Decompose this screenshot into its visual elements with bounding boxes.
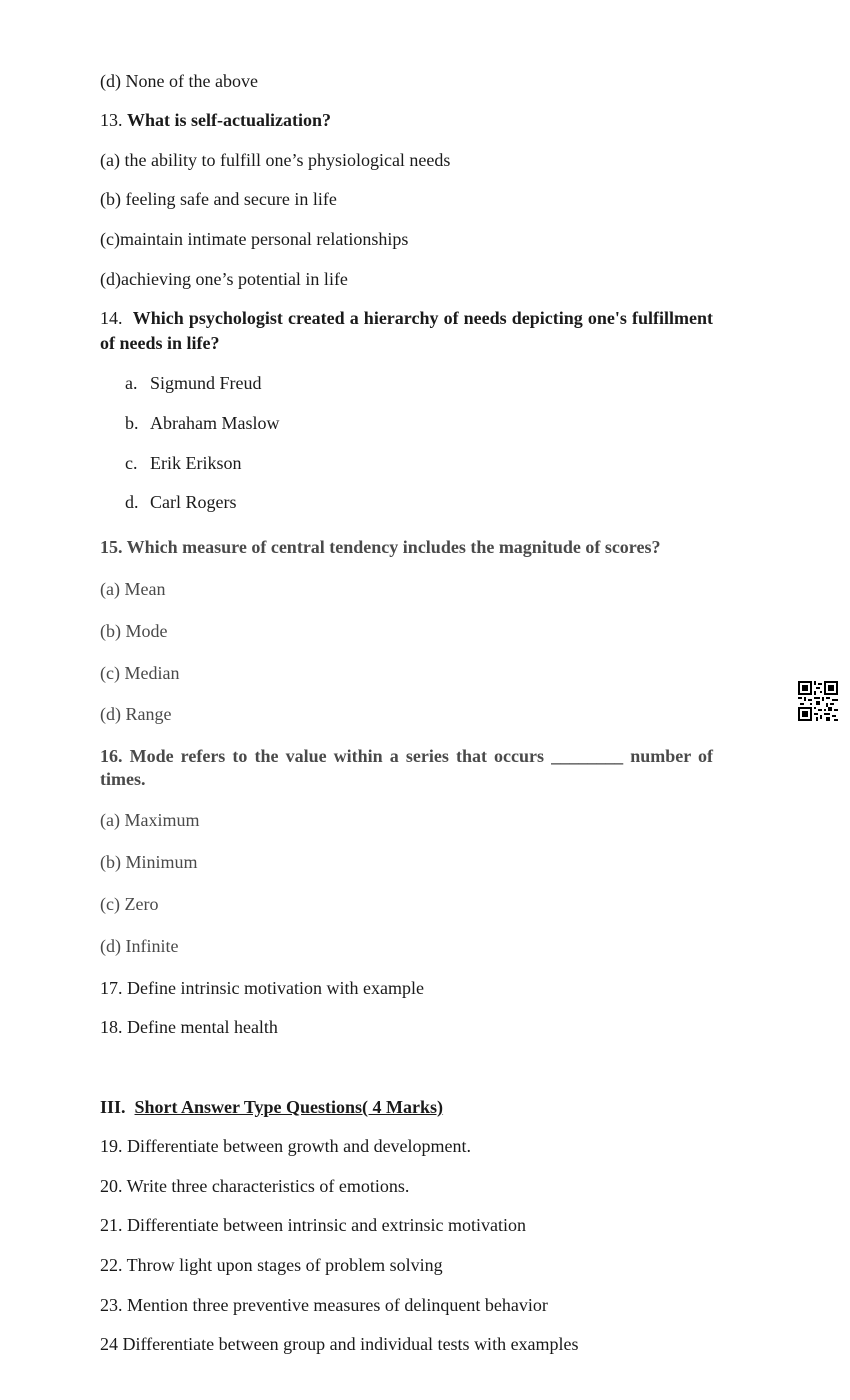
q14-option-b-text: Abraham Maslow	[150, 413, 280, 433]
q24-question: 24 Differentiate between group and individual tests with examples	[100, 1334, 579, 1354]
q16-question: 16. Mode refers to the value within a series that occurs ________ number of times.	[100, 746, 713, 789]
q18-question: 18. Define mental health	[100, 1017, 278, 1037]
section-heading	[100, 1096, 443, 1118]
q21-question: 21. Differentiate between intrinsic and extrinsic motivation	[100, 1215, 527, 1235]
q14-option-b-marker: b.	[125, 413, 139, 433]
q14-option-a-text: Sigmund Freud	[150, 373, 262, 393]
q16-option-d: (d) Infinite	[100, 936, 179, 956]
q20-question: 20. Write three characteristics of emotions.	[100, 1176, 410, 1196]
q15-option-d: (d) Range	[100, 704, 172, 724]
q16-option-c: (c) Zero	[100, 894, 159, 914]
q13-option-a: (a) the ability to fulfill one’s physiological needs	[100, 150, 451, 170]
q15-question: 15. Which measure of central tendency includes the magnitude of scores?	[100, 537, 661, 557]
q16-option-a: (a) Maximum	[100, 810, 200, 830]
q14-option-a-marker: a.	[125, 373, 138, 393]
section-numeral: III.	[100, 1097, 126, 1117]
section-title: Short Answer Type Questions( 4 Marks)	[134, 1097, 444, 1117]
q15-option-a: (a) Mean	[100, 579, 166, 599]
q19-question: 19. Differentiate between growth and development.	[100, 1136, 472, 1156]
q14-number: 14.	[100, 308, 123, 328]
q22-question: 22. Throw light upon stages of problem solving	[100, 1255, 443, 1275]
q15-option-b: (b) Mode	[100, 621, 168, 641]
q14-option-b	[125, 412, 279, 434]
q13-question	[100, 109, 331, 131]
q13-option-c: (c)maintain intimate personal relationships	[100, 229, 409, 249]
q14-option-c-marker: c.	[125, 453, 138, 473]
q13-number: 13.	[100, 110, 123, 130]
q16-option-b: (b) Minimum	[100, 852, 198, 872]
q14-option-d-marker: d.	[125, 492, 139, 512]
q17-question: 17. Define intrinsic motivation with example	[100, 978, 424, 998]
q13-option-d: (d)achieving one’s potential in life	[100, 269, 348, 289]
q14-option-c	[125, 452, 242, 474]
q15-option-c: (c) Median	[100, 663, 180, 683]
q14-option-a	[125, 372, 262, 394]
q14-question	[100, 306, 713, 356]
q14-option-d-text: Carl Rogers	[150, 492, 237, 512]
q13-text: What is self-actualization?	[127, 110, 331, 130]
q14-option-c-text: Erik Erikson	[150, 453, 242, 473]
q14-option-d	[125, 491, 236, 513]
q13-option-b: (b) feeling safe and secure in life	[100, 189, 337, 209]
q23-question: 23. Mention three preventive measures of delinquent behavior	[100, 1295, 548, 1315]
qr-code-icon	[798, 681, 838, 721]
q14-text: Which psychologist created a hierarchy of needs depicting one's fulfillment of needs in life?	[100, 308, 713, 353]
q12-option-d: (d) None of the above	[100, 71, 258, 91]
